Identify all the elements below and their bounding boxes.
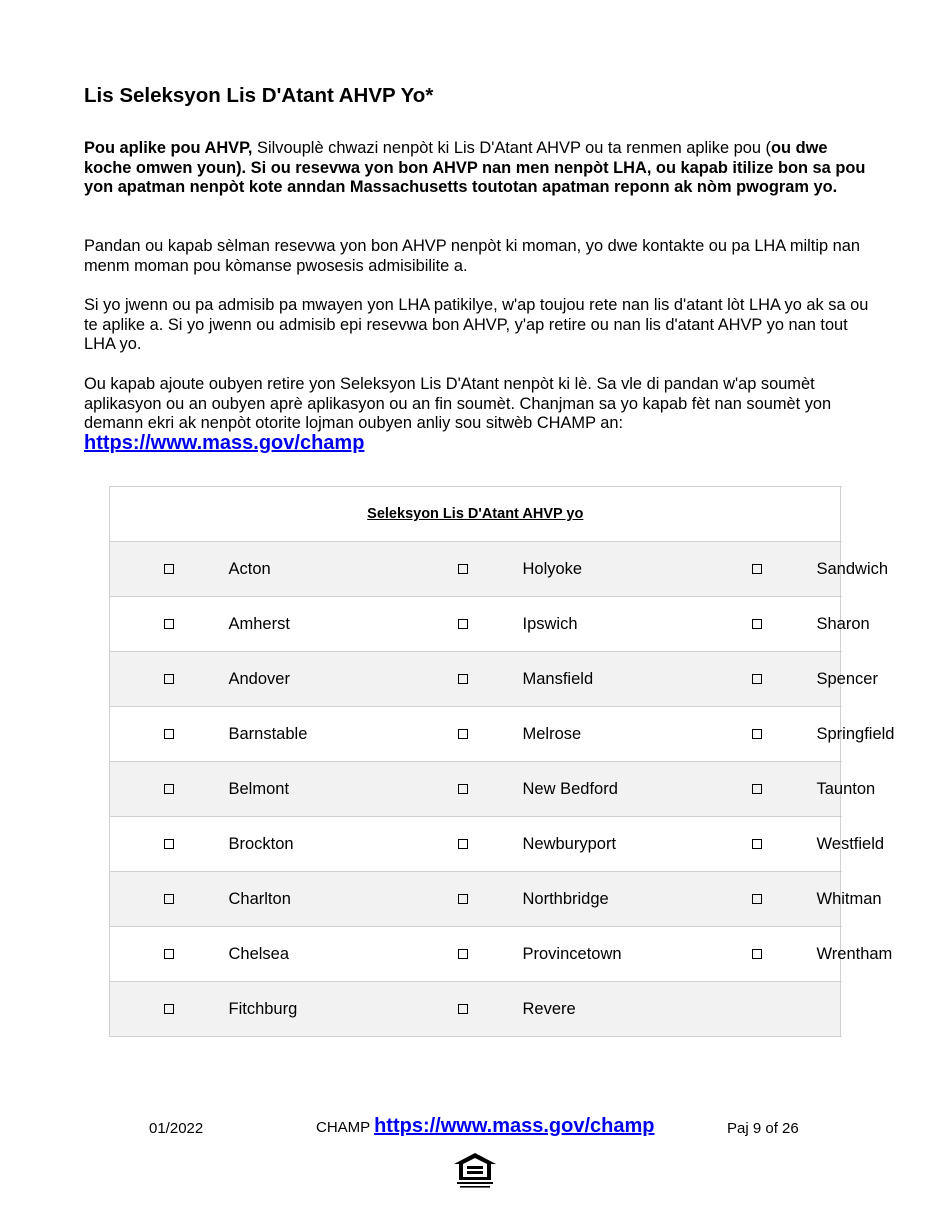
waitlist-checkbox[interactable] [164,894,174,904]
waitlist-checkbox[interactable] [458,564,468,574]
waitlist-city-label: Barnstable [229,707,404,762]
waitlist-checkbox[interactable] [164,784,174,794]
waitlist-checkbox[interactable] [164,564,174,574]
footer-champ-label: CHAMP [316,1119,370,1136]
waitlist-row [110,597,841,652]
waitlist-checkbox[interactable] [164,674,174,684]
waitlist-city-label: Ipswich [523,597,698,652]
waitlist-checkbox[interactable] [164,1004,174,1014]
champ-link[interactable]: https://www.mass.gov/champ [84,432,365,454]
waitlist-row [110,652,841,707]
waitlist-city-label: Revere [523,982,698,1037]
waitlist-city-label: Spencer [817,652,841,707]
waitlist-city-label: Belmont [229,762,404,817]
waitlist-city-label: Fitchburg [229,982,404,1037]
waitlist-city-label: Sandwich [817,542,841,597]
waitlist-city-label: Amherst [229,597,404,652]
waitlist-city-label: Andover [229,652,404,707]
waitlist-city-label: Brockton [229,817,404,872]
waitlist-city-label: Sharon [817,597,841,652]
waitlist-checkbox[interactable] [458,839,468,849]
waitlist-checkbox[interactable] [752,729,762,739]
waitlist-city-label: Taunton [817,762,841,817]
page-title: Lis Seleksyon Lis D'Atant AHVP Yo* [84,84,434,107]
waitlist-checkbox[interactable] [752,949,762,959]
waitlist-checkbox[interactable] [164,729,174,739]
waitlist-city-label: Chelsea [229,927,404,982]
intro-paragraph-3: Si yo jwenn ou pa admisib pa mwayen yon LHA patikilye, w'ap toujou rete nan lis d'atant lòt LHA yo ak sa ou te aplike a. Si yo jwenn ou admisib epi resevwa bon AHVP, y'ap retire ou nan lis d'atant AHVP yo nan tout LHA yo. [84,296,869,354]
waitlist-city-label: Provincetown [523,927,698,982]
footer-date: 01/2022 [149,1120,204,1137]
waitlist-checkbox[interactable] [164,839,174,849]
footer-champ-link[interactable]: https://www.mass.gov/champ [374,1115,655,1137]
waitlist-city-label: Newburyport [523,817,698,872]
waitlist-row [110,542,841,597]
waitlist-city-label: Wrentham [817,927,841,982]
waitlist-city-label: Acton [229,542,404,597]
waitlist-heading: Seleksyon Lis D'Atant AHVP yo [110,487,841,542]
waitlist-city-label: Northbridge [523,872,698,927]
waitlist-city-label: Westfield [817,817,841,872]
waitlist-checkbox[interactable] [164,949,174,959]
intro-lead-bold: Pou aplike pou AHVP, [84,139,253,157]
waitlist-checkbox[interactable] [458,784,468,794]
waitlist-city-label: Mansfield [523,652,698,707]
waitlist-row [110,982,841,1037]
waitlist-city-label: Melrose [523,707,698,762]
waitlist-row [110,927,841,982]
intro-paragraph-4: Ou kapab ajoute oubyen retire yon Seleksyon Lis D'Atant nenpòt ki lè. Sa vle di pandan w'ap soumèt aplikasyon ou an oubyen aprè aplikasyon ou an fin soumèt. Chanjman sa yo kapab fèt nan soumèt yon demann ekri ak nenpòt otorite lojman oubyen anliy sou sitwèb CHAMP an: [84,375,832,433]
waitlist-checkbox[interactable] [752,674,762,684]
waitlist-row [110,817,841,872]
equal-housing-opportunity-logo [451,1151,499,1191]
waitlist-table [109,486,895,1037]
waitlist-row [110,872,841,927]
waitlist-checkbox[interactable] [458,1004,468,1014]
waitlist-checkbox[interactable] [752,784,762,794]
waitlist-checkbox[interactable] [164,619,174,629]
waitlist-row [110,707,841,762]
page-number: Paj 9 of 26 [727,1120,799,1137]
waitlist-checkbox[interactable] [458,729,468,739]
intro-normal-text: Silvouplè chwazi nenpòt ki Lis D'Atant AHVP ou ta renmen aplike pou ( [252,139,772,157]
waitlist-city-label: New Bedford [523,762,698,817]
waitlist-checkbox[interactable] [752,564,762,574]
waitlist-checkbox[interactable] [458,949,468,959]
waitlist-checkbox[interactable] [458,619,468,629]
waitlist-checkbox[interactable] [752,619,762,629]
waitlist-city-label: Charlton [229,872,404,927]
waitlist-checkbox[interactable] [458,894,468,904]
footer-center [316,1115,655,1138]
intro-tail-bold: ou dwe koche omwen youn). Si ou resevwa yon bon AHVP nan men nenpòt LHA, ou kapab itilize bon sa pou yon apatman nenpòt kote anndan Massachusetts toutotan apatman reponn ak nòm pwogram yo. [84,139,866,197]
intro-paragraph-2: Pandan ou kapab sèlman resevwa yon bon AHVP nenpòt ki moman, yo dwe kontakte ou pa LHA miltip nan menm moman pou kòmanse pwosesis admisibilite a. [84,237,861,275]
waitlist-checkbox[interactable] [458,674,468,684]
waitlist-city-label: Springfield [817,707,841,762]
waitlist-city-label: Holyoke [523,542,698,597]
intro-paragraph-1 [84,139,874,198]
waitlist-checkbox[interactable] [752,894,762,904]
waitlist-city-label: Whitman [817,872,841,927]
waitlist-checkbox[interactable] [752,839,762,849]
waitlist-row [110,762,841,817]
